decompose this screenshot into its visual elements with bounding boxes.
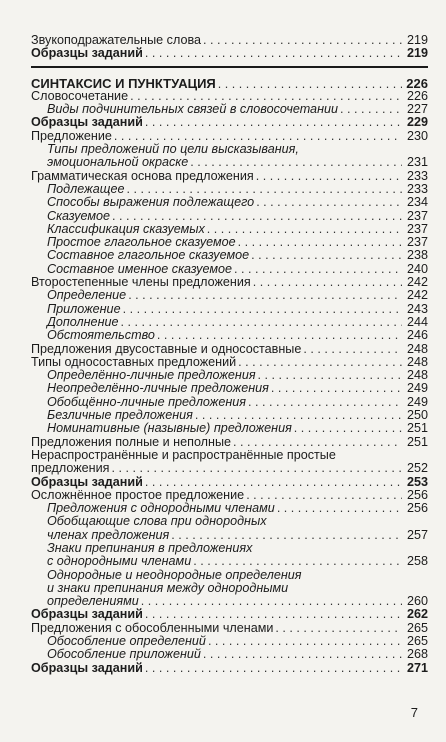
toc-entry-page: 268 — [406, 647, 428, 662]
dot-leader — [171, 529, 402, 542]
toc-entry[interactable] — [31, 369, 428, 382]
toc-entry-title: эмоциональной окраске — [47, 155, 189, 170]
toc-entry[interactable] — [31, 343, 428, 356]
toc-entry-page: 248 — [406, 341, 428, 356]
toc-entry[interactable] — [31, 34, 428, 47]
toc-entry-title: Образцы заданий — [31, 660, 143, 675]
toc-entry-page: 262 — [406, 607, 428, 622]
toc-entry-page: 226 — [406, 75, 428, 91]
toc-entry[interactable] — [31, 515, 428, 542]
toc-entry-title: Виды подчинительных связей в словосочетании — [47, 102, 339, 117]
dot-leader — [277, 502, 402, 515]
toc-entry-title: Дополнение — [47, 314, 119, 329]
toc-entry[interactable] — [31, 289, 428, 302]
toc-entry[interactable] — [31, 196, 428, 209]
toc-entry[interactable] — [31, 263, 428, 276]
toc-entry[interactable] — [31, 608, 428, 621]
toc-entry-title: Обстоятельство — [47, 328, 155, 343]
dot-leader — [294, 422, 402, 435]
toc-entry[interactable] — [31, 542, 428, 569]
toc-entry[interactable] — [31, 662, 428, 675]
table-of-contents — [31, 34, 428, 675]
toc-entry-page: 251 — [406, 434, 428, 449]
toc-entry-title: Способы выражения подлежащего — [47, 195, 255, 210]
toc-entry-title: предложения — [31, 461, 110, 476]
dot-leader — [246, 489, 402, 502]
dot-leader — [190, 156, 402, 169]
toc-entry[interactable] — [31, 47, 428, 60]
dot-leader — [141, 595, 402, 608]
dot-leader — [234, 263, 402, 276]
toc-entry-page: 229 — [406, 115, 428, 130]
toc-entry-page: 237 — [406, 235, 428, 250]
dot-leader — [256, 196, 402, 209]
toc-entry-title: членах предложения — [47, 527, 170, 542]
toc-entry[interactable] — [31, 382, 428, 395]
toc-entry-page: 271 — [406, 660, 428, 675]
toc-entry-page: 233 — [406, 168, 428, 183]
dot-leader — [114, 130, 402, 143]
toc-entry-page: 265 — [406, 634, 428, 649]
toc-entry-title: Обобщённо-личные предложения — [47, 394, 246, 409]
toc-entry-page: 227 — [406, 102, 428, 117]
toc-entry-page: 230 — [406, 128, 428, 143]
toc-entry[interactable] — [31, 223, 428, 236]
dot-leader — [303, 343, 402, 356]
toc-entry-page: 252 — [406, 461, 428, 476]
toc-entry-title: Предложения с обособленными членами — [31, 620, 274, 635]
toc-entry-title: Образцы заданий — [31, 607, 143, 622]
toc-entry[interactable] — [31, 249, 428, 262]
toc-entry-title: Безличные предложения — [47, 408, 193, 423]
toc-entry[interactable] — [31, 648, 428, 661]
dot-leader — [128, 289, 402, 302]
toc-entry-title: Подлежащее — [47, 181, 125, 196]
toc-entry[interactable] — [31, 130, 428, 143]
toc-entry-title-line: Типы предложений по цели высказывания, — [47, 142, 299, 157]
dot-leader — [248, 396, 402, 409]
dot-leader — [145, 476, 402, 489]
toc-entry-title: Определённо-личные предложения — [47, 368, 256, 383]
toc-entry-page: 256 — [406, 487, 428, 502]
toc-entry-page: 251 — [406, 421, 428, 436]
toc-entry-title-line: Однородные и неоднородные определения — [47, 567, 302, 582]
dot-leader — [145, 662, 402, 675]
toc-entry-title: Простое глагольное сказуемое — [47, 235, 236, 250]
dot-leader — [258, 369, 402, 382]
toc-entry-title: Обособление приложений — [47, 647, 201, 662]
toc-entry-page: 242 — [406, 275, 428, 290]
toc-entry-page: 237 — [406, 221, 428, 236]
dot-leader — [233, 436, 402, 449]
toc-entry-page: 248 — [406, 368, 428, 383]
dot-leader — [123, 303, 402, 316]
toc-entry-title: Обособление определений — [47, 634, 206, 649]
toc-entry[interactable] — [31, 143, 428, 170]
dot-leader — [145, 47, 402, 60]
toc-entry-page: 219 — [406, 46, 428, 61]
dot-leader — [218, 78, 402, 91]
toc-entry-page: 257 — [406, 527, 428, 542]
toc-entry-title: Составное глагольное сказуемое — [47, 248, 250, 263]
toc-entry-title: Приложение — [47, 301, 121, 316]
toc-entry-page: 243 — [406, 301, 428, 316]
toc-entry-page: 246 — [406, 328, 428, 343]
dot-leader — [121, 316, 402, 329]
toc-entry-title: Предложения двусоставные и односоставные — [31, 341, 302, 356]
toc-entry-title: Неопределённо-личные предложения — [47, 381, 269, 396]
dot-leader — [157, 329, 402, 342]
toc-entry-title: Образцы заданий — [31, 46, 143, 61]
toc-entry[interactable] — [31, 436, 428, 449]
toc-entry-page: 249 — [406, 381, 428, 396]
toc-entry-title: определениями — [47, 594, 139, 609]
toc-entry-page: 237 — [406, 208, 428, 223]
toc-entry-title: Сказуемое — [47, 208, 111, 223]
toc-entry[interactable] — [31, 90, 428, 103]
dot-leader — [145, 116, 402, 129]
dot-leader — [203, 648, 402, 661]
toc-entry[interactable] — [31, 170, 428, 183]
dot-leader — [207, 223, 402, 236]
toc-entry[interactable] — [31, 476, 428, 489]
toc-entry-page: 256 — [406, 501, 428, 516]
toc-entry[interactable] — [31, 303, 428, 316]
toc-entry-page: 250 — [406, 408, 428, 423]
toc-entry-title: Образцы заданий — [31, 474, 143, 489]
toc-entry-title: Звукоподражательные слова — [31, 33, 202, 47]
toc-entry-title-line: Нераспространённые и распространённые простые — [31, 447, 336, 462]
dot-leader — [271, 382, 402, 395]
toc-entry-title: Номинативные (назывные) предложения — [47, 421, 292, 436]
dot-leader — [195, 409, 402, 422]
dot-leader — [275, 622, 402, 635]
toc-entry-page: 240 — [406, 261, 428, 276]
toc-entry-title: Типы односоставных предложений — [31, 354, 237, 369]
dot-leader — [238, 236, 402, 249]
dot-leader — [203, 34, 402, 47]
page-number: 7 — [410, 705, 418, 720]
toc-entry[interactable] — [31, 210, 428, 223]
toc-entry[interactable] — [31, 276, 428, 289]
toc-entry[interactable] — [31, 449, 428, 476]
toc-entry[interactable] — [31, 569, 428, 609]
toc-entry[interactable] — [31, 356, 428, 369]
toc-entry-page: 249 — [406, 394, 428, 409]
toc-entry-title: Образцы заданий — [31, 115, 143, 130]
toc-entry[interactable] — [31, 622, 428, 635]
toc-entry[interactable] — [31, 635, 428, 648]
toc-entry-title-line: Знаки препинания в предложениях — [47, 540, 253, 555]
dot-leader — [112, 462, 403, 475]
toc-entry[interactable] — [31, 77, 428, 90]
toc-entry-title: Второстепенные члены предложения — [31, 275, 251, 290]
dot-leader — [208, 635, 402, 648]
toc-entry-page: 238 — [406, 248, 428, 263]
toc-entry-page: 233 — [406, 181, 428, 196]
toc-entry-page: 242 — [406, 288, 428, 303]
toc-entry-title-line: и знаки препинания между однородными — [47, 580, 289, 595]
toc-entry[interactable] — [31, 116, 428, 129]
dot-leader — [256, 170, 402, 183]
toc-entry-page: 226 — [406, 88, 428, 103]
toc-entry-page: 219 — [406, 33, 428, 47]
dot-leader — [112, 210, 402, 223]
toc-entry-page: 244 — [406, 314, 428, 329]
toc-entry[interactable] — [31, 396, 428, 409]
toc-entry-title: Классификация сказуемых — [47, 221, 205, 236]
toc-entry[interactable] — [31, 236, 428, 249]
dot-leader — [130, 90, 402, 103]
toc-entry[interactable] — [31, 502, 428, 515]
toc-entry-title: Составное именное сказуемое — [47, 261, 232, 276]
dot-leader — [238, 356, 402, 369]
toc-entry-title: с однородными членами — [47, 554, 192, 569]
dot-leader — [145, 608, 402, 621]
toc-entry-page: 265 — [406, 620, 428, 635]
dot-leader — [253, 276, 402, 289]
toc-entry-page: 253 — [406, 474, 428, 489]
toc-entry-title: Предложение — [31, 128, 112, 143]
toc-entry-title: Определение — [47, 288, 127, 303]
dot-leader — [340, 103, 402, 116]
dot-leader — [251, 249, 402, 262]
toc-entry-page: 248 — [406, 354, 428, 369]
toc-entry[interactable] — [31, 183, 428, 196]
dot-leader — [193, 555, 402, 568]
toc-entry-title: Осложнённое простое предложение — [31, 487, 245, 502]
toc-entry[interactable] — [31, 316, 428, 329]
toc-entry-page: 231 — [406, 155, 428, 170]
toc-entry-page: 260 — [406, 594, 428, 609]
toc-entry-title: Предложения полные и неполные — [31, 434, 232, 449]
toc-entry[interactable] — [31, 329, 428, 342]
toc-entry-title: СИНТАКСИС И ПУНКТУАЦИЯ — [31, 75, 216, 91]
toc-entry[interactable] — [31, 103, 428, 116]
toc-entry-page: 234 — [406, 195, 428, 210]
toc-entry-title: Грамматическая основа предложения — [31, 168, 254, 183]
toc-entry-title: Предложения с однородными членами — [47, 501, 275, 516]
toc-entry-title: Словосочетание — [31, 88, 129, 103]
toc-entry-title-line: Обобщающие слова при однородных — [47, 514, 267, 529]
dot-leader — [126, 183, 402, 196]
toc-entry[interactable] — [31, 422, 428, 435]
toc-entry[interactable] — [31, 489, 428, 502]
toc-entry-page: 258 — [406, 554, 428, 569]
toc-entry[interactable] — [31, 409, 428, 422]
